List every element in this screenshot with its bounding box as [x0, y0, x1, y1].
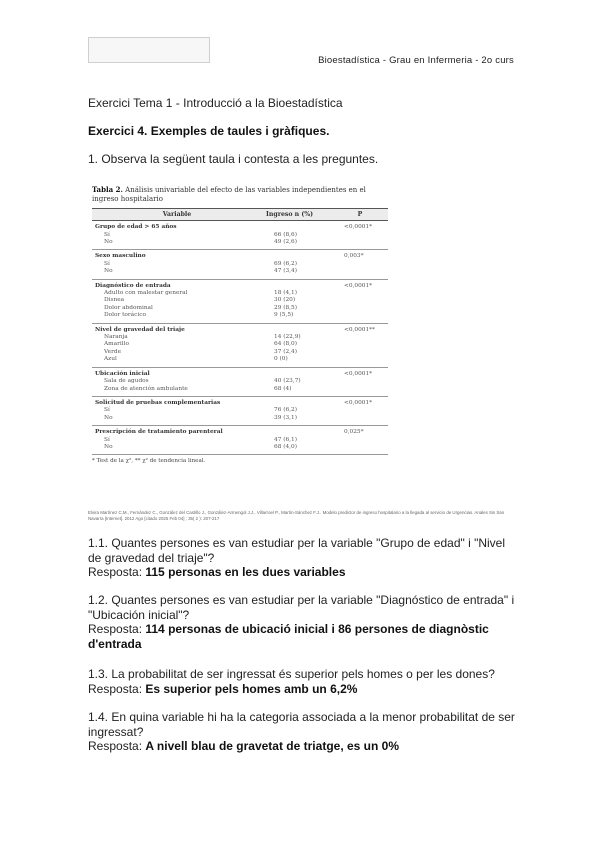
table-group-header [92, 224, 388, 231]
table-row [92, 349, 388, 356]
table-row [92, 268, 388, 275]
row-label: Azul [104, 356, 117, 363]
table-group-header [92, 371, 388, 378]
row-label: Sala de agudos [104, 378, 149, 385]
row-label: Disnea [104, 297, 125, 304]
header-title: Bioestadística - Grau en Infermeria - 2o curs [318, 55, 514, 66]
row-p-empty [332, 232, 388, 239]
row-label: Amarillo [104, 341, 129, 348]
question-text: 1.3. La probabilitat de ser ingressat és superior pels homes o per les dones? [88, 667, 495, 681]
row-p-empty [332, 349, 388, 356]
table-row [92, 356, 388, 363]
table-row [92, 239, 388, 246]
row-label: No [104, 414, 113, 421]
table-body [92, 221, 388, 455]
exercise-intro: 1. Observa la següent taula i contesta a les preguntes. [88, 152, 379, 166]
row-value: 9 (5,5) [274, 312, 294, 319]
table-group-header [92, 253, 388, 260]
table-caption [92, 186, 388, 203]
row-p-empty [332, 415, 388, 422]
row-label: Adulto con malestar general [104, 290, 188, 297]
table-group-header [92, 400, 388, 407]
group-n-empty [262, 400, 332, 407]
question-text: 1.4. En quina variable hi ha la categoria associada a la menor probabilitat de ser ingressat? [88, 710, 515, 739]
group-p-value: <0,0001* [344, 370, 373, 377]
row-p-empty [332, 239, 388, 246]
row-p-empty [332, 312, 388, 319]
table-caption-label: Tabla 2. [92, 185, 123, 194]
question-2 [88, 593, 518, 651]
group-n-empty [262, 253, 332, 260]
row-label: Zona de atención ambulante [104, 385, 188, 392]
group-name: Diagnóstico de entrada [95, 282, 171, 289]
question-text: 1.2. Quantes persones es van estudiar per la variable "Diagnóstico de entrada" i "Ubicación inicial"? [88, 593, 515, 622]
group-name: Ubicación inicial [95, 370, 150, 377]
row-value: 37 (2,4) [274, 348, 297, 355]
row-value: 76 (6,2) [274, 407, 297, 414]
row-p-empty [332, 290, 388, 297]
table-group [92, 221, 388, 250]
row-p-empty [332, 297, 388, 304]
row-label: No [104, 239, 113, 245]
table-row [92, 437, 388, 444]
group-p-value: 0,003* [344, 253, 364, 260]
row-value: 64 (8,0) [274, 341, 297, 348]
row-p-empty [332, 341, 388, 348]
group-n-empty [262, 327, 332, 334]
answer-value: 115 personas en les dues variables [145, 565, 346, 579]
row-value: 30 (20) [274, 297, 296, 304]
table-group [92, 397, 388, 426]
table-row [92, 415, 388, 422]
table-group [92, 426, 388, 455]
row-value: 69 (6,2) [274, 260, 297, 267]
row-p-empty [332, 305, 388, 312]
row-value: 40 (23,7) [274, 378, 301, 385]
row-value: 66 (8,6) [274, 231, 297, 238]
header-ingreso: Ingreso n (%) [266, 211, 314, 219]
answer-line [88, 565, 518, 580]
table-group-header [92, 283, 388, 290]
table-group-header [92, 327, 388, 334]
row-label: Sí [104, 260, 110, 267]
group-p-value: 0,025* [344, 429, 364, 436]
answer-line [88, 739, 518, 754]
document-title: Exercici Tema 1 - Introducció a la Bioestadística [88, 96, 343, 110]
table-row [92, 312, 388, 319]
row-value: 39 (3,1) [274, 414, 297, 421]
question-3 [88, 667, 518, 696]
exercise-title: Exercici 4. Exemples de taules i gràfiques. [88, 124, 330, 138]
group-n-empty [262, 429, 332, 436]
answer-value: Es superior pels homes amb un 6,2% [145, 681, 358, 696]
row-p-empty [332, 334, 388, 341]
row-label: Naranja [104, 334, 128, 341]
table-row [92, 261, 388, 268]
header-p: P [357, 211, 363, 219]
row-p-empty [332, 386, 388, 393]
table-row [92, 444, 388, 451]
question-4 [88, 710, 518, 754]
header-variable: Variable [162, 211, 192, 219]
answer-label: Resposta: [88, 565, 146, 579]
logo-placeholder [88, 37, 210, 63]
answer-line [88, 622, 518, 651]
row-label: No [104, 443, 113, 450]
row-value: 47 (3,4) [274, 268, 297, 275]
row-p-empty [332, 407, 388, 414]
row-value: 14 (22,9) [274, 334, 301, 341]
table-group [92, 280, 388, 324]
row-p-empty [332, 378, 388, 385]
row-value: 47 (6,1) [274, 436, 297, 443]
table-caption-text: Análisis univariable del efecto de las variables independientes en el ingreso hospitalario [92, 186, 366, 203]
group-n-empty [262, 224, 332, 231]
row-label: Sí [104, 436, 110, 443]
answer-label: Resposta: [88, 622, 146, 636]
group-n-empty [262, 371, 332, 378]
table-figure [92, 186, 388, 464]
row-label: Dolor abdominal [104, 304, 153, 311]
group-name: Sexo masculino [95, 253, 146, 260]
row-value: 29 (8,5) [274, 304, 297, 311]
row-value: 18 (4,1) [274, 290, 297, 297]
group-name: Nivel de gravedad del triaje [95, 326, 185, 333]
question-1 [88, 536, 518, 580]
table-row [92, 232, 388, 239]
row-p-empty [332, 444, 388, 451]
table-header [92, 208, 388, 221]
answer-value: A nivell blau de gravetat de triatge, es un 0% [145, 739, 400, 753]
group-p-value: <0,0001* [344, 224, 373, 231]
group-n-empty [262, 283, 332, 290]
row-value: 68 (4) [274, 385, 292, 392]
row-p-empty [332, 356, 388, 363]
table-row [92, 334, 388, 341]
group-p-value: <0,0001** [344, 326, 375, 333]
answer-value: 114 personas de ubicació inicial i 86 persones de diagnòstic d'entrada [88, 622, 489, 651]
table-row [92, 407, 388, 414]
question-text: 1.1. Quantes persones es van estudiar per la variable "Grupo de edad" i "Nivel de gravedad del triaje"? [88, 536, 506, 565]
row-value: 0 (0) [274, 356, 288, 363]
row-p-empty [332, 268, 388, 275]
row-label: Dolor torácico [104, 312, 146, 319]
row-value: 68 (4,0) [274, 443, 297, 450]
answer-line [88, 682, 518, 697]
table-group [92, 250, 388, 279]
table-row [92, 297, 388, 304]
row-label: Sí [104, 231, 110, 238]
citation: Elvira Martínez C.M., Fernández C., González del Castillo J., González-Armengol J.J., Villarroel P., Martín-Sánchez F.J.. Modelo predictor de ingreso hospitalario a la llegada al servicio de Urgencias. Anales Sis San Navarra [Internet]. 2012 Ago [citado 2025 Feb 04] ; 35( 2 ): 207-217 [88, 510, 505, 522]
group-name: Prescripción de tratamiento parenteral [95, 429, 223, 436]
table-row [92, 378, 388, 385]
table-row [92, 386, 388, 393]
group-name: Grupo de edad > 65 años [95, 224, 177, 231]
table-group [92, 368, 388, 397]
group-p-value: <0,0001* [344, 399, 373, 406]
group-name: Solicitud de pruebas complementarias [95, 399, 221, 406]
row-p-empty [332, 261, 388, 268]
table-group [92, 324, 388, 368]
row-label: Verde [104, 348, 121, 355]
table-row [92, 341, 388, 348]
row-p-empty [332, 437, 388, 444]
answer-label: Resposta: [88, 681, 146, 696]
answer-label: Resposta: [88, 739, 146, 753]
group-p-value: <0,0001* [344, 282, 373, 289]
row-label: Sí [104, 407, 110, 414]
table-row [92, 290, 388, 297]
table-footnote: * Test de la χ², ** χ² de tendencia lineal. [92, 458, 206, 465]
table-group-header [92, 429, 388, 436]
row-value: 49 (2,6) [274, 239, 297, 245]
row-label: No [104, 268, 113, 275]
